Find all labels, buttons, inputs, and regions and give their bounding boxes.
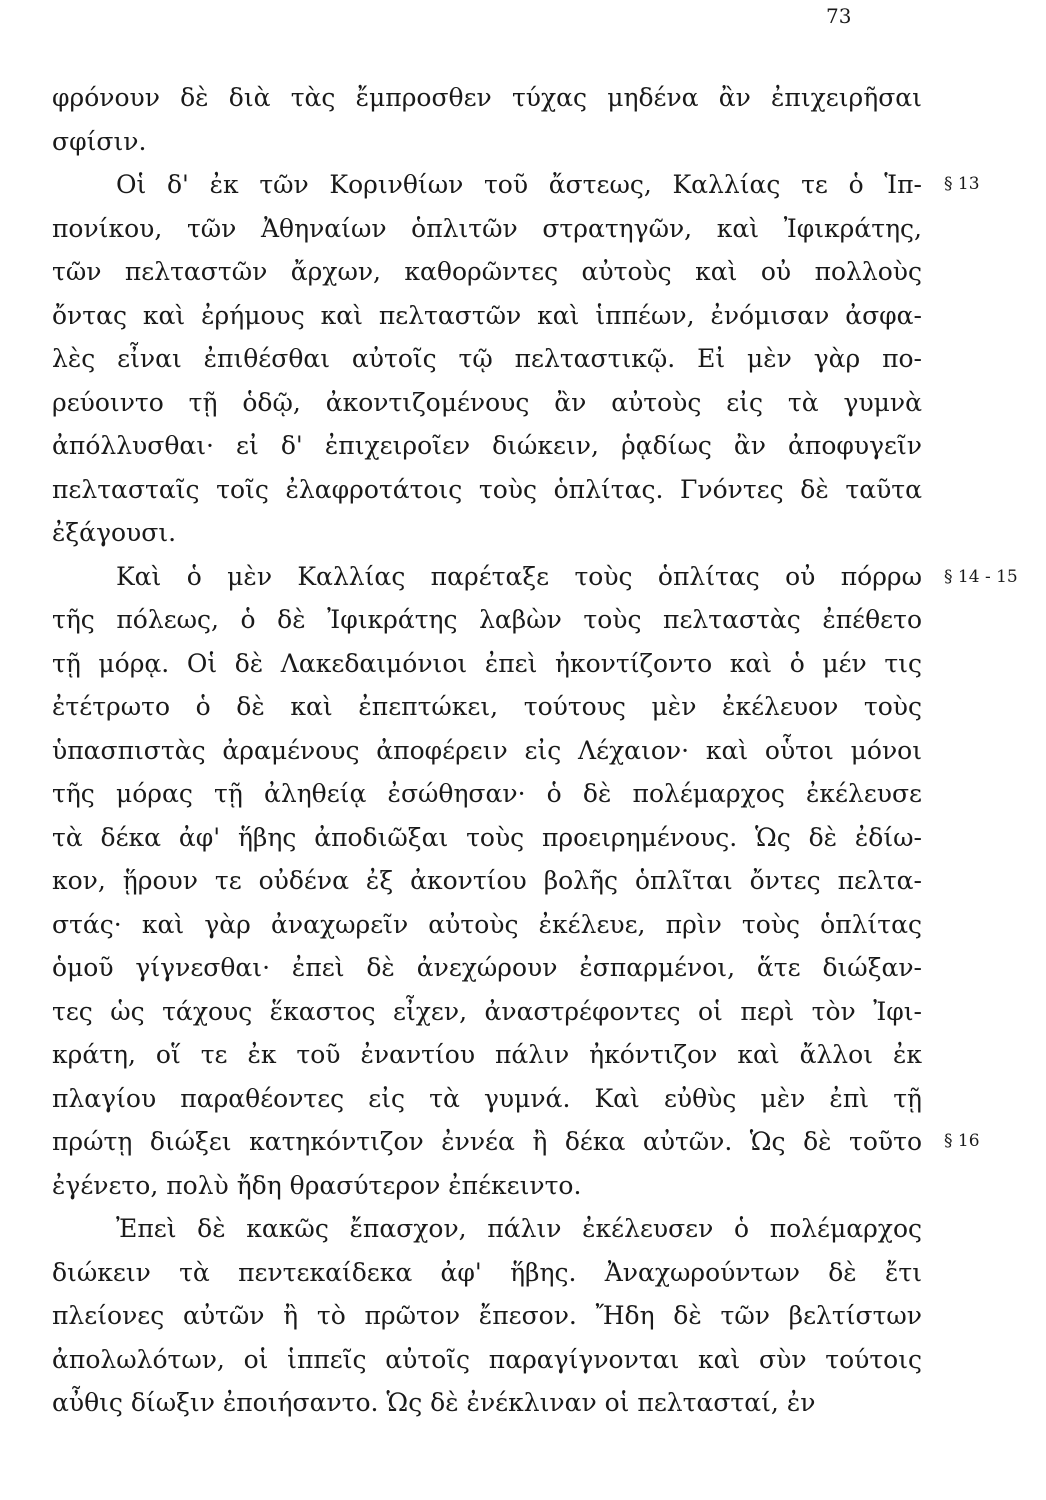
text-line <box>52 1033 922 1077</box>
text-line <box>52 1207 922 1251</box>
text-line <box>52 1381 922 1425</box>
text-line <box>52 163 922 207</box>
text-line <box>52 598 922 642</box>
text-line-content: ἀπόλλυσθαι· εἰ δ' ἐπιχειροῖεν διώκειν, ῥᾳδίως ἂν ἀποφυγεῖν <box>52 431 922 460</box>
text-line <box>52 1164 922 1208</box>
text-line-content: πλείονες αὐτῶν ἢ τὸ πρῶτον ἔπεσον. Ἤδη δὲ τῶν βελτίστων <box>52 1301 922 1330</box>
text-line-content: κράτη, οἵ τε ἐκ τοῦ ἐναντίου πάλιν ἠκόντιζον καὶ ἄλλοι ἐκ <box>52 1040 922 1069</box>
text-line <box>52 1251 922 1295</box>
text-line-content: κον, ᾕρουν τε οὐδένα ἐξ ἀκοντίου βολῆς ὁπλῖται ὄντες πελτα- <box>52 866 922 895</box>
text-line-content: ὁμοῦ γίγνεσθαι· ἐπεὶ δὲ ἀνεχώρουν ἐσπαρμένοι, ἅτε διώξαν- <box>52 953 922 982</box>
text-line <box>52 816 922 860</box>
text-line <box>52 729 922 773</box>
text-line <box>52 555 922 599</box>
text-line <box>52 685 922 729</box>
text-line <box>52 772 922 816</box>
text-line-content: τῆς πόλεως, ὁ δὲ Ἰφικράτης λαβὼν τοὺς πελταστὰς ἐπέθετο <box>52 605 922 634</box>
text-line-content: σφίσιν. <box>52 126 147 156</box>
text-line-content: πελτασταῖς τοῖς ἐλαφροτάτοις τοὺς ὁπλίτας. Γνόντες δὲ ταῦτα <box>52 474 922 504</box>
text-line <box>52 76 922 120</box>
text-line-content: ἐξάγουσι. <box>52 518 177 547</box>
text-line-content: τὰ δέκα ἀφ' ἥβης ἀποδιῶξαι τοὺς προειρημένους. Ὡς δὲ ἐδίω- <box>52 822 922 852</box>
text-line-content: τῇ μόρᾳ. Οἱ δὲ Λακεδαιμόνιοι ἐπεὶ ἠκοντίζοντο καὶ ὁ μέν τις <box>52 648 922 678</box>
margin-note-section-16: § 16 <box>944 1131 980 1151</box>
text-line-content: τῶν πελταστῶν ἄρχων, καθορῶντες αὐτοὺς καὶ οὐ πολλοὺς <box>52 257 922 286</box>
text-line-content: ἐτέτρωτο ὁ δὲ καὶ ἐπεπτώκει, τούτους μὲν ἐκέλευον τοὺς <box>52 692 922 721</box>
text-line-content: αὖθις δίωξιν ἐποιήσαντο. Ὡς δὲ ἐνέκλιναν οἱ πελτασταί, ἐν <box>52 1388 816 1417</box>
greek-text-block <box>52 76 922 1425</box>
text-line <box>52 1294 922 1338</box>
text-line <box>52 468 922 512</box>
text-line <box>52 337 922 381</box>
text-line <box>52 207 922 251</box>
text-line <box>52 381 922 425</box>
margin-note-section-13: § 13 <box>944 174 980 194</box>
text-line-content: διώκειν τὰ πεντεκαίδεκα ἀφ' ἥβης. Ἀναχωρούντων δὲ ἔτι <box>52 1257 922 1287</box>
text-line-content: ἐγένετο, πολὺ ἤδη θρασύτερον ἐπέκειντο. <box>52 1170 582 1200</box>
text-line-content: ρεύοιντο τῇ ὁδῷ, ἀκοντιζομένους ἂν αὐτοὺς εἰς τὰ γυμνὰ <box>52 387 922 417</box>
text-line <box>52 1338 922 1382</box>
page-number: 73 <box>826 4 852 28</box>
text-line-content: πρώτῃ διώξει κατηκόντιζον ἐννέα ἢ δέκα αὐτῶν. Ὡς δὲ τοῦτο <box>52 1127 922 1156</box>
text-line-content: πλαγίου παραθέοντες εἰς τὰ γυμνά. Καὶ εὐθὺς μὲν ἐπὶ τῇ <box>52 1083 922 1113</box>
text-line-content: στάς· καὶ γὰρ ἀναχωρεῖν αὐτοὺς ἐκέλευε, πρὶν τοὺς ὁπλίτας <box>52 909 922 939</box>
text-line-content: ἀπολωλότων, οἱ ἱππεῖς αὐτοῖς παραγίγνονται καὶ σὺν τούτοις <box>52 1344 922 1374</box>
text-line <box>52 990 922 1034</box>
text-line-content: Οἱ δ' ἐκ τῶν Κορινθίων τοῦ ἄστεως, Καλλίας τε ὁ Ἱπ- <box>116 170 922 199</box>
text-line-content: ὑπασπιστὰς ἀραμένους ἀποφέρειν εἰς Λέχαιον· καὶ οὗτοι μόνοι <box>52 735 922 765</box>
text-line <box>52 946 922 990</box>
text-line-content: ὄντας καὶ ἐρήμους καὶ πελταστῶν καὶ ἱππέων, ἐνόμισαν ἀσφα- <box>52 300 922 330</box>
text-line-content: Ἐπεὶ δὲ κακῶς ἔπασχον, πάλιν ἐκέλευσεν ὁ πολέμαρχος <box>116 1214 922 1243</box>
text-line <box>52 859 922 903</box>
text-line <box>52 1120 922 1164</box>
text-line <box>52 903 922 947</box>
text-line <box>52 250 922 294</box>
text-line <box>52 1077 922 1121</box>
text-line-content: Καὶ ὁ μὲν Καλλίας παρέταξε τοὺς ὁπλίτας οὐ πόρρω <box>116 561 922 591</box>
text-line <box>52 424 922 468</box>
text-line <box>52 120 922 164</box>
text-line <box>52 511 922 555</box>
text-line-content: λὲς εἶναι ἐπιθέσθαι αὐτοῖς τῷ πελταστικῷ. Εἰ μὲν γὰρ πο- <box>52 344 922 373</box>
text-line-content: τῆς μόρας τῇ ἀληθείᾳ ἐσώθησαν· ὁ δὲ πολέμαρχος ἐκέλευσε <box>52 779 922 808</box>
text-line <box>52 642 922 686</box>
text-line-content: τες ὡς τάχους ἕκαστος εἶχεν, ἀναστρέφοντες οἱ περὶ τὸν Ἰφι- <box>52 996 922 1026</box>
text-line <box>52 294 922 338</box>
text-line-content: πονίκου, τῶν Ἀθηναίων ὁπλιτῶν στρατηγῶν, καὶ Ἰφικράτης, <box>52 213 922 243</box>
text-line-content: φρόνουν δὲ διὰ τὰς ἔμπροσθεν τύχας μηδένα ἂν ἐπιχειρῆσαι <box>52 83 922 112</box>
margin-note-section-14-15: § 14 - 15 <box>944 567 1018 587</box>
